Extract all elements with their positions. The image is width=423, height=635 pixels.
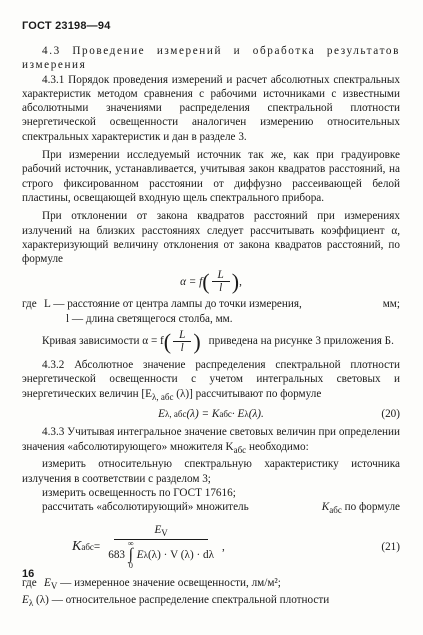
formula-alpha-den: l <box>219 282 223 295</box>
paragraph-4-3-3: 4.3.3 Учитывая интегральное значение световых величин при определении значения «абсолютирующего» множителя $K_{абс}$ необходимо: <box>22 426 400 455</box>
where-l: l — длина светящегося столба, мм. <box>66 312 233 325</box>
where-block-1: где L — расстояние от центра лампы до точки измерения, мм; <box>22 298 400 311</box>
curve-dependency: Кривая зависимости α = f ( $\frac{L}{l}$ ) приведена на рисунке 3 приложения Б. <box>42 328 394 355</box>
list-item-1: измерить относительную спектральную характеристику источника излучения в соответствии с разделом 3; <box>22 458 400 485</box>
paragraph-4-3-1: 4.3.1 Порядок проведения измерений и расчет абсолютных спектральных характеристик методом сравнения с рабочими источниками с известными абсолютными значениями распределения спектральной плотности энергетической освещенности аналогичен измерению относительных спектральных характеристик и дан в разделе 3. <box>22 73 400 143</box>
list-item-3: рассчитать «абсолютирующий» множитель $K_{абс}$ по формуле <box>42 501 400 516</box>
where-block-2: где $E_V$ — измеренное значение освещенности, лм/м²; <box>22 576 281 592</box>
formula-21-number: (21) <box>381 540 400 553</box>
page-content <box>22 40 400 611</box>
paragraph-deviation: При отклонении от закона квадратов расстояний при измерениях излучений на близких расстояниях следует рассчитывать коэффициент α, характеризующий величину отклонения от закона квадратов расстояний, по формуле <box>22 210 400 266</box>
formula-alpha-num: L <box>212 269 230 282</box>
paragraph-calibration: При измерении исследуемый источник так же, как при градуировке рабочий источник, устанавливается, учитывая закон квадратов расстояний, на строго фиксированном расстоянии от диффузно рассеивающей белой пластины, освещающей входную щель спектрального прибора. <box>22 149 400 204</box>
formula-alpha-lhs: α = f <box>180 275 203 288</box>
paragraph-4-3-2: 4.3.2 Абсолютное значение распределения спектральной плотности энергетической освещенности с учетом интегральных световых и энергетических величин [$E_{\lambda, абс}$ (λ)] рассчитывают по формуле <box>22 359 400 402</box>
page-number: 16 <box>22 568 35 580</box>
list-item-2: измерить освещенность по ГОСТ 17616; <box>42 486 236 499</box>
formula-21: K абс = $E_V$ 683 ∞ ∫ 0 E λ (λ) · V (λ) · dλ , (21) <box>72 523 400 570</box>
formula-20: E λ, абс (λ) = K абс · E λ (λ). (20) <box>158 408 400 421</box>
where-L: L — расстояние от центра лампы до точки измерения, <box>44 298 302 311</box>
formula-alpha-fraction <box>212 269 230 294</box>
formula-alpha: α = f ( $\frac{L}{l}$ ) , <box>180 268 242 295</box>
section-title: 4.3 Проведение измерений и обработка результатов измерения <box>22 45 400 72</box>
where-e-lambda: $E_\lambda$ (λ) — относительное распределение спектральной плотности <box>22 594 330 609</box>
formula-20-number: (20) <box>381 408 400 421</box>
formula-21-fraction: $E_V$ 683 ∞ ∫ 0 E λ (λ) · V (λ) · dλ <box>108 523 215 570</box>
integral-sign: ∞ ∫ 0 <box>128 538 134 570</box>
standard-header: ГОСТ 23198—94 <box>22 20 111 32</box>
